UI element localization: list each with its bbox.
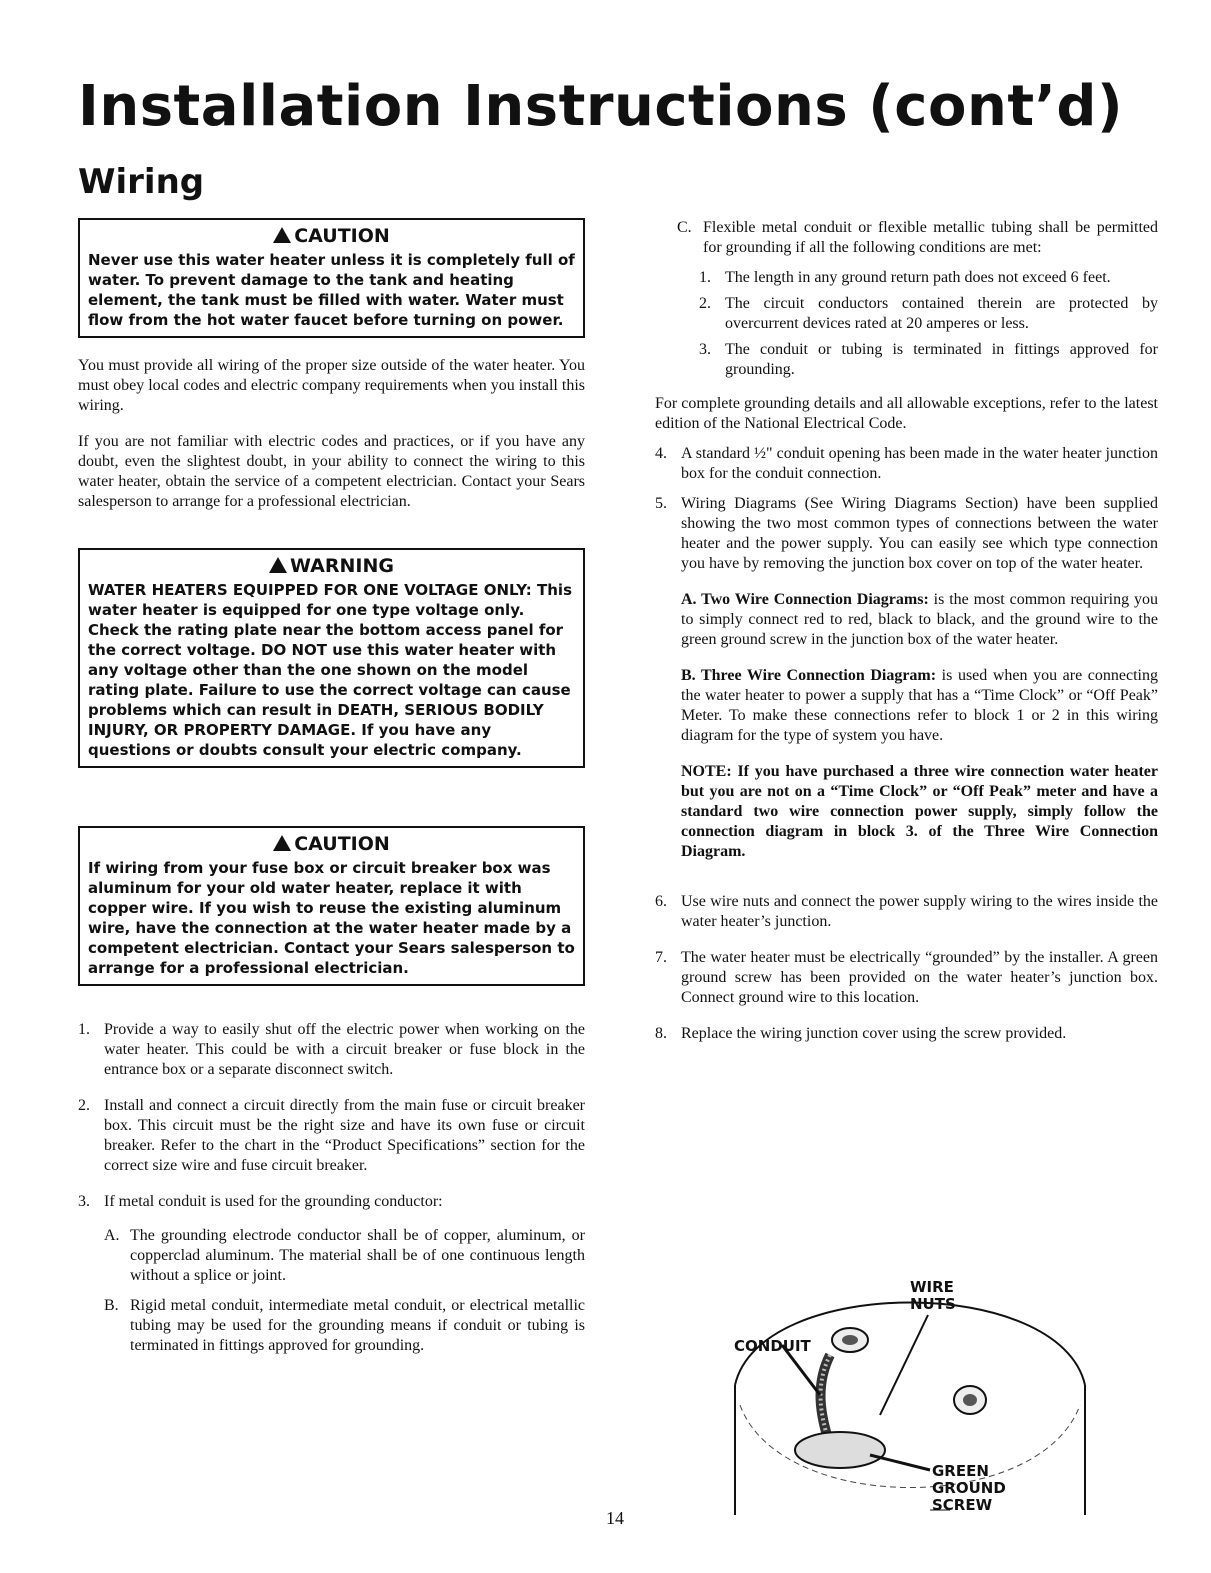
nec-note: For complete grounding details and all allowable exceptions, refer to the latest edition of the National Electrical Code. [655, 395, 1158, 432]
water-heater-junction-figure [720, 1245, 1100, 1525]
warning-heading: WARNING [88, 554, 575, 578]
three-wire-paragraph: B. Three Wire Connection Diagram: is used when you are connecting the water heater to power a supply that has a “Time Clock” or “Off Peak” Meter. To make these connections refer to block 1 or 2 in this wiring diagram for the type of system you have. [681, 667, 1159, 744]
warning-triangle-icon [273, 835, 291, 851]
warning-triangle-icon [273, 227, 291, 243]
section-title-wiring: Wiring [78, 162, 205, 202]
step-3c-conditions [677, 268, 1158, 380]
step-2: 2. Install and connect a circuit directly from the main fuse or circuit breaker box. This circuit must be the right size and have its own fuse or circuit breaker. Refer to the chart in the “Product Specifications” section for the correct size wire and fuse circuit breaker. [78, 1097, 585, 1174]
step-1: 1. Provide a way to easily shut off the electric power when working on the water heater. This could be with a circuit breaker or fuse block in the entrance box or a separate disconnect switch. [78, 1021, 585, 1078]
caution-heading: CAUTION [88, 224, 575, 248]
heater-top-rim [740, 1405, 1080, 1488]
step-8: 8. Replace the wiring junction cover using the screw provided. [655, 1025, 1067, 1042]
ground-screw-pointer [870, 1455, 930, 1470]
wire-nuts-pointer [880, 1315, 928, 1415]
step-7: 7. The water heater must be electrically “grounded” by the installer. A green ground screw has been provided on the water heater’s junction box. Connect ground wire to this location. [655, 949, 1158, 1006]
step-4: 4. A standard ½" conduit opening has been made in the water heater junction box for the conduit connection. [655, 445, 1158, 482]
green-ground-screw-label: GREEN GROUND SCREW [932, 1462, 1006, 1514]
conduit-label: CONDUIT [734, 1337, 811, 1355]
page-number: 14 [606, 1508, 624, 1528]
warning-text: WATER HEATERS EQUIPPED FOR ONE VOLTAGE ONLY: This water heater is equipped for one type voltage only. Check the rating plate near the bottom access panel for the correct voltage. DO NOT use this water heater with any voltage other than the one shown on the model rating plate. Failure to use the correct voltage can cause problems which can result in DEATH, SERIOUS BODILY INJURY, OR PROPERTY DAMAGE. If you have any questions or doubts consult your electric company. [88, 581, 572, 759]
step-3a: A. The grounding electrode conductor shall be of copper, aluminum, or copperclad aluminum. The material shall be of one continuous length without a splice or joint. [104, 1227, 585, 1284]
warning-box-voltage [78, 548, 585, 768]
page-title: Installation Instructions (cont’d) [78, 74, 1124, 139]
step-3b: B. Rigid metal conduit, intermediate metal conduit, or electrical metallic tubing may be used for the grounding means if conduit or tubing is terminated in fittings approved for grounding. [104, 1297, 585, 1354]
right-column [655, 218, 1158, 1044]
caution-box-full-tank [78, 218, 585, 338]
two-wire-paragraph: A. Two Wire Connection Diagrams: is the most common requiring you to simply connect red to red, black to black, and the ground wire to the green ground screw in the junction box of the water heater. [681, 591, 1159, 648]
step-5: 5. Wiring Diagrams (See Wiring Diagrams Section) have been supplied showing the two most common types of connections between the water heater and the power supply. You can easily see which type connection you have by removing the junction box cover on top of the water heater. [655, 495, 1158, 572]
step-3c-block [655, 218, 1158, 380]
warning-triangle-icon [269, 557, 287, 573]
step-3c: C. Flexible metal conduit or flexible metallic tubing shall be permitted for grounding if all the following conditions are met: [677, 219, 1158, 256]
caution-text: If wiring from your fuse box or circuit breaker box was aluminum for your old water heater, replace it with copper wire. If you wish to reuse the existing aluminum wire, have the connection at the water heater made by a competent electrician. Contact your Sears salesperson to arrange for a professional electrician. [88, 859, 575, 977]
condition-2: 2. The circuit conductors contained therein are protected by overcurrent devices rated at 20 amperes or less. [699, 295, 1158, 332]
left-column [78, 218, 585, 1356]
three-wire-note: NOTE: If you have purchased a three wire connection water heater but you are not on a “Time Clock” or “Off Peak” meter and have a standard two wire connection power supply, simply follow the connection diagram in block 3. of the Three Wire Connection Diagram. [681, 763, 1158, 860]
caution-text: Never use this water heater unless it is completely full of water. To prevent damage to the tank and heating element, the tank must be filled with water. Water must flow from the hot water faucet before turning on power. [88, 251, 575, 329]
condition-3: 3. The conduit or tubing is terminated in fittings approved for grounding. [699, 341, 1158, 378]
wire-nuts-label: WIRE NUTS [910, 1278, 956, 1313]
step-6: 6. Use wire nuts and connect the power supply wiring to the wires inside the water heater’s junction. [655, 893, 1158, 930]
intro-paragraph-1: You must provide all wiring of the proper size outside of the water heater. You must obey local codes and electric company requirements when you install this wiring. [78, 357, 585, 414]
caution-box-aluminum [78, 826, 585, 986]
caution-heading: CAUTION [88, 832, 575, 856]
step-3: 3. If metal conduit is used for the grounding conductor: [78, 1193, 443, 1210]
intro-paragraph-2: If you are not familiar with electric codes and practices, or if you have any doubt, even the slightest doubt, in your ability to connect the wiring to this water heater, obtain the service of a competent electrician. Contact your Sears salesperson to arrange for a professional electrician. [78, 433, 585, 510]
condition-1: 1. The length in any ground return path does not exceed 6 feet. [699, 269, 1111, 286]
step-3-sublist [78, 1226, 585, 1356]
junction-box [795, 1432, 885, 1468]
